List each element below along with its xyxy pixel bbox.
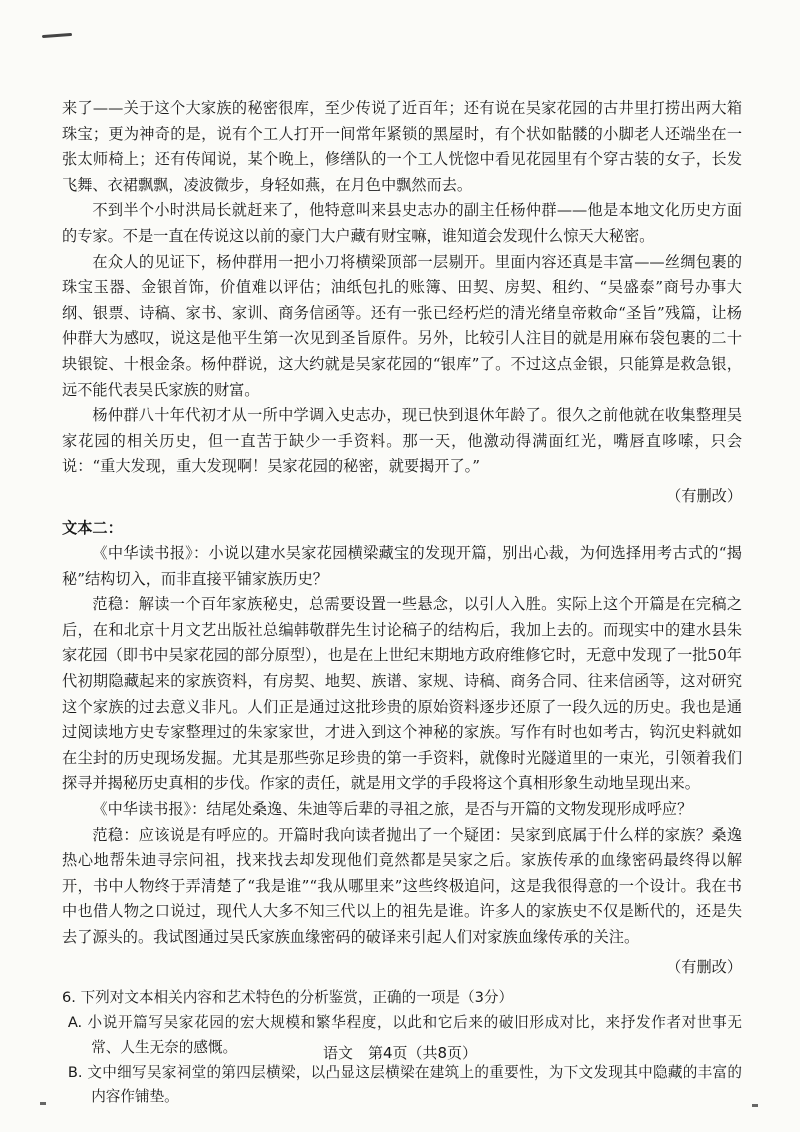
scan-artifact [42,33,72,38]
interview-answer-2: 范稳：应该说是有呼应的。开篇时我向读者抛出了一个疑团：吴家到底属于什么样的家族？桑逸热心地帮朱迪寻宗问祖，找来找去却发现他们竟然都是吴家之后。家族传承的血缘密码最终得以解开，书中人物终于弄清楚了“我是谁”“我从哪里来”这些终极追问，这是我很得意的一个设计。我在书中也借人物之口说过，现代人大多不知三代以上的祖先是谁。许多人的家族史不仅是断代的，还是失去了源头的。我试图通过吴氏家族血缘密码的破译来引起人们对家族血缘传承的关注。 [62,825,742,946]
page-footer: 语文 第4页（共8页） [322,1044,478,1062]
text1-paragraph-3: 在众人的见证下，杨仲群用一把小刀将横梁顶部一层剔开。里面内容还真是丰富——丝绸包裹的珠宝玉器、金银首饰，价值难以评估；油纸包扎的账簿、田契、房契、租约、“吴盛泰”商号办事大纲、银票、诗稿、家书、家训、商务信函等。还有一张已经朽烂的清光绪皇帝敕命“圣旨”残篇，让杨仲群大为感叹，说这是他平生第一次见到圣旨原件。另外，比较引人注目的就是用麻布袋包裹的二十块银锭、十根金条。杨仲群说，这大约就是吴家花园的“银库”了。不过这点金银，只能算是救急银，远不能代表吴氏家族的财富。 [62,252,742,399]
text2-heading: 文本二： [62,518,123,537]
text2-edit-note: （有删改） [666,957,742,976]
text1-edit-note: （有删改） [666,486,742,505]
interview-answer-1: 范稳：解读一个百年家族秘史，总需要设置一些悬念，以引人入胜。实际上这个开篇是在完稿之后，在和北京十月文艺出版社总编韩敬群先生讨论稿子的结构后，我加上去的。而现实中的建水县朱家花园（即书中吴家花园的部分原型），也是在上世纪末期地方政府维修它时，无意中发现了一批50年代初期隐藏起来的家族资料，有房契、地契、族谱、家规、诗稿、商务合同、往来信函等，这对研究这个家族的过去意义非凡。人们正是通过这批珍贵的原始资料逐步还原了一段久远的历史。我也是通过阅读地方史专家整理过的朱家家世，才进入到这个神秘的家族。写作有时也如考古，钩沉史料就如在尘封的历史现场发掘。尤其是那些弥足珍贵的第一手资料，就像时光隧道里的一束光，引领着我们探寻并揭秘历史真相的步伐。作家的责任，就是用文学的手段将这个真相形象生动地呈现出来。 [62,595,742,793]
interview-question-1: 《中华读书报》：小说以建水吴家花园横梁藏宝的发现开篇，别出心裁，为何选择用考古式的“揭秘”结构切入，而非直接平铺家族历史？ [62,544,742,588]
scan-artifact [40,1102,46,1105]
question-6-option-b: B. 文中细写吴家祠堂的第四层横梁，以凸显这层横梁在建筑上的重要性，为下文发现其中隐藏的丰富的内容作铺垫。 [67,1063,742,1106]
scan-artifact [752,1104,758,1107]
text1-paragraph-1: 来了——关于这个大家族的秘密很库，至少传说了近百年；还有说在吴家花园的古井里打捞出两大箱珠宝；更为神奇的是，说有个工人打开一间常年紧锁的黑屋时，有个状如骷髅的小脚老人还端坐在一张太师椅上；还有传闻说，某个晚上，修缮队的一个工人恍惚中看见花园里有个穿古装的女子，长发飞舞、衣裙飘飘，凌波微步，身轻如燕，在月色中飘然而去。 [62,99,742,194]
interview-question-2: 《中华读书报》：结尾处桑逸、朱迪等后辈的寻祖之旅，是否与开篇的文物发现形成呼应？ [92,800,693,819]
page-content [62,96,742,1110]
question-6-stem: 6. 下列对文本相关内容和艺术特色的分析鉴赏，正确的一项是（3分） [62,989,514,1007]
question-6-option-a: A. 小说开篇写吴家花园的宏大规模和繁华程度，以此和它后来的破旧形成对比，来抒发作者对世事无常、人生无奈的感慨。 [67,1013,742,1056]
text1-paragraph-4: 杨仲群八十年代初才从一所中学调入史志办，现已快到退休年龄了。很久之前他就在收集整理吴家花园的相关历史，但一直苦于缺少一手资料。那一天，他激动得满面红光，嘴唇直哆嗦，只会说：“重大发现，重大发现啊！吴家花园的秘密，就要揭开了。” [62,406,742,476]
text1-paragraph-2: 不到半个小时洪局长就赶来了，他特意叫来县史志办的副主任杨仲群——他是本地文化历史方面的专家。不是一直在传说这以前的豪门大户藏有财宝嘛，谁知道会发现什么惊天大秘密。 [62,201,742,245]
